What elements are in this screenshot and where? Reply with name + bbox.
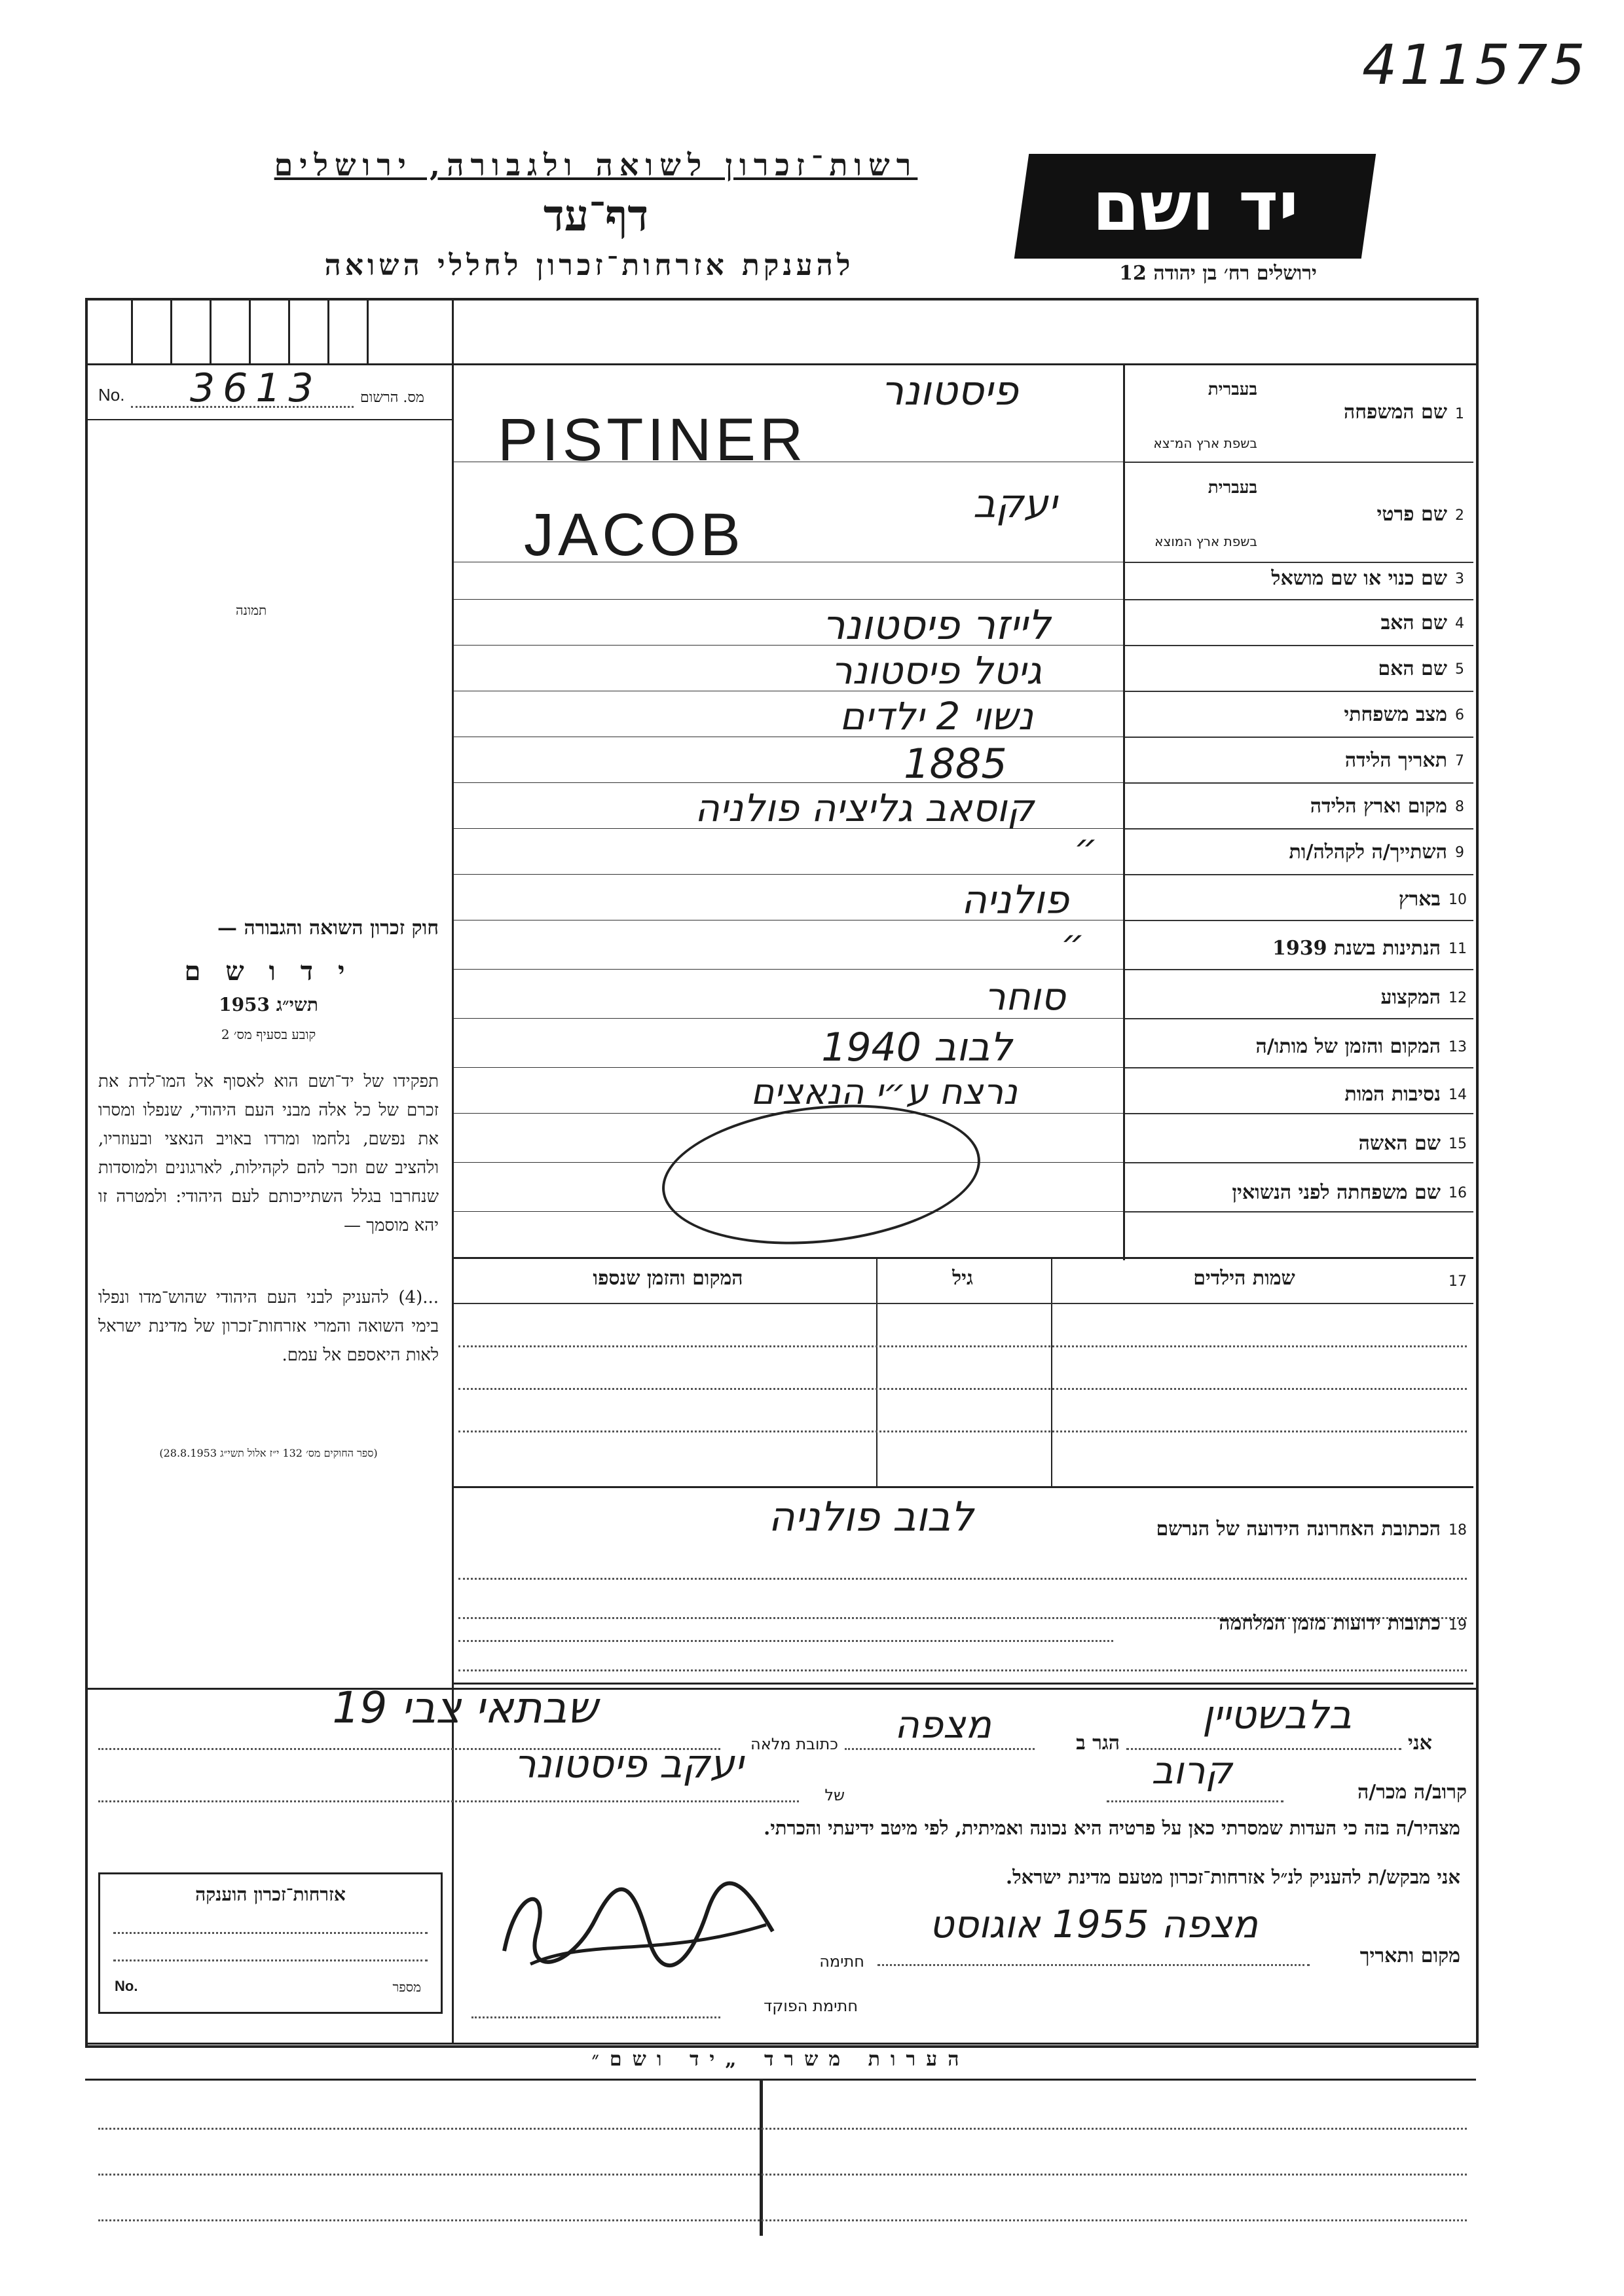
signature-scribble: [491, 1872, 779, 1984]
field-number: 8: [1455, 799, 1464, 815]
value-birthdate: 1885: [904, 740, 1007, 788]
field-number: 5: [1455, 661, 1464, 678]
field-label-last-address: הכתובת האחרונה הידועה של הנרשם: [1156, 1518, 1441, 1540]
value-citizenship-1939: ״: [1061, 922, 1085, 964]
decl-relative: קרוב/ה מכר/ה: [1357, 1781, 1467, 1804]
value-surname-latin: PISTINER: [498, 407, 807, 473]
value-death-place-time: לבוב 1940: [821, 1025, 1012, 1070]
law-name: י ד ו ש ם: [184, 956, 353, 987]
law-year: תשי״ג 1953: [219, 994, 318, 1015]
form-title: דף־עד: [543, 190, 649, 241]
field-number: 15: [1449, 1136, 1467, 1152]
field-number: 19: [1449, 1617, 1467, 1633]
registration-number: 3613: [190, 365, 322, 411]
children-col-place: המקום והזמן שנספו: [593, 1267, 743, 1290]
decl-ani-value: בלבשטיין: [1202, 1692, 1352, 1738]
field-sublabel-hebrew: בעברית: [1208, 478, 1257, 498]
field-number: 4: [1455, 615, 1464, 632]
field-number: 6: [1455, 707, 1464, 723]
law-title: חוק זכרון השואה והגבורה —: [217, 917, 439, 939]
value-profession: סוחר: [984, 974, 1066, 1019]
field-number: 17: [1449, 1273, 1467, 1290]
field-label-death-place-time: המקום והזמן של מותו/ה: [1255, 1035, 1441, 1058]
archive-number: 411575: [1362, 33, 1588, 97]
photo-label: תמונה: [236, 602, 267, 618]
law-clause: קובע בסעיף מס׳ 2: [221, 1027, 316, 1042]
field-label-wife: שם האשה: [1358, 1132, 1441, 1155]
field-label-birthplace: מקום וארץ הלידה: [1310, 795, 1447, 818]
decl-of-value: יעקב פיסטונר: [513, 1741, 744, 1787]
value-birthplace: קוסאב גליציה פולניה: [695, 786, 1034, 830]
field-label-father: שם האב: [1380, 611, 1447, 634]
field-number: 3: [1455, 571, 1464, 587]
decl-place-date-value: מצפה 1955 אוגוסט: [929, 1902, 1258, 1946]
field-label-alias: שם כנוי או שם מושאל: [1271, 567, 1447, 590]
yad-vashem-logo: [1014, 154, 1376, 259]
field-label-community: השתייך/ה לקהלה/ות: [1289, 841, 1447, 864]
field-label-surname: שם המשפחה: [1343, 401, 1447, 424]
field-label-death-circumstances: נסיבות המות: [1344, 1083, 1441, 1106]
field-number: 10: [1449, 892, 1467, 908]
field-sublabel-foreign: בשפת ארץ המ־צא: [1153, 435, 1257, 451]
citizenship-box-no: No.: [115, 1978, 138, 1994]
field-label-country: בארץ: [1398, 888, 1441, 911]
law-citation: (ספר החוקים מס׳ 132 י״ז אלול תשי״ג 28.8.1953): [159, 1447, 378, 1459]
decl-relative-value: קרוב: [1151, 1748, 1232, 1793]
field-number: 16: [1449, 1185, 1467, 1201]
registration-he-label: מס. הרשום: [360, 390, 424, 406]
value-first-name-he: יעקב: [972, 481, 1058, 527]
decl-gar: הגר ב: [1076, 1732, 1120, 1755]
decl-of: של: [824, 1786, 845, 1804]
decl-line-1: מצהיר/ה בזה כי העדות שמסרתי כאן על פרטיה היא נכונה ואמיתית, לפי מיטב ידיעתי והכרתי.: [764, 1817, 1460, 1839]
field-label-wife-maiden: שם משפחתה לפני הנשואין: [1232, 1181, 1441, 1204]
address-line: ירושלים רח׳ בן יהודה 12: [1119, 262, 1317, 285]
decl-place-date: מקום ותאריך: [1359, 1944, 1460, 1967]
authority-title: רשות־זכרון לשואה ולגבורה, ירושלים: [274, 147, 918, 183]
field-label-profession: המקצוע: [1380, 986, 1441, 1009]
decl-signature-label: חתימה: [819, 1952, 864, 1971]
decl-line-2: אני מבקש/ת להעניק לנ״ל אזרחות־זכרון מטעם מדינת ישראל.: [1006, 1866, 1460, 1888]
value-community: ״: [1074, 826, 1098, 869]
field-number: 13: [1449, 1039, 1467, 1055]
field-number: 7: [1455, 753, 1464, 769]
value-first-name-latin: JACOB: [524, 501, 745, 568]
field-label-birthdate: תאריך הלידה: [1344, 749, 1447, 772]
field-number: 18: [1449, 1522, 1467, 1539]
field-number: 2: [1455, 507, 1464, 524]
value-father: לייזר פיסטונר: [822, 601, 1051, 649]
field-label-first-name: שם פרטי: [1376, 503, 1447, 526]
logo-text: יד ושם: [1092, 166, 1299, 246]
field-label-mother: שם האם: [1378, 657, 1447, 680]
field-number: 12: [1449, 990, 1467, 1006]
value-marital: נשוי 2 ילדים: [840, 694, 1033, 738]
value-surname-he: פיסטונר: [881, 367, 1018, 414]
decl-official-signature: חתימת הפוקד: [764, 1997, 858, 2015]
field-sublabel-foreign: בשפת ארץ המוצא: [1154, 534, 1257, 549]
office-notes-title: הערות משרד „יד ושם״: [591, 2048, 970, 2071]
children-col-age: גיל: [952, 1267, 973, 1290]
value-mother: גיטל פיסטונר: [830, 648, 1043, 693]
field-number: 11: [1449, 941, 1467, 957]
value-last-address: לבוב פולניה: [768, 1493, 974, 1540]
registration-no-label: No.: [98, 385, 125, 405]
value-death-circumstances: נרצח ע״י הנאצים: [750, 1071, 1018, 1112]
law-text-2: ...(4) להעניק לבני העם היהודי שהוש־מדו ונפלו בימי השואה והמרי אזרחות־זכרון של מדינת ישראל לאות היאספם אל עמם.: [98, 1288, 439, 1365]
citizenship-box-number-label: מספר: [392, 1979, 421, 1995]
field-number: 1: [1455, 406, 1464, 422]
field-sublabel-hebrew: בעברית: [1208, 380, 1257, 399]
children-col-names: שמות הילדים: [1193, 1267, 1295, 1290]
decl-ani: אני: [1408, 1732, 1432, 1755]
value-country: פולניה: [961, 877, 1069, 923]
field-number: 14: [1449, 1087, 1467, 1103]
citizenship-box: [98, 1872, 443, 2014]
field-number: 9: [1455, 845, 1464, 861]
law-text-1: תפקידו של יד־ושם הוא לאסוף אל המו־לדת את זכרם של כל אלה מבני העם היהודי, שנפלו ומסרו את נפשם, נלחמו ומרדו באויב הנאצי ובעוזריו, ולהציב שם וזכר להם לקהילות, לארגונים ולמוסדות שנחרבו בגלל השתייכותם לעם היהודי: ולמטרה זו יהא מוסמך —: [98, 1072, 439, 1235]
decl-gar-value: מצפה: [895, 1702, 991, 1747]
citizenship-box-title: אזרחות־זכרון הוענקה: [195, 1884, 346, 1905]
field-label-war-addresses: כתובות ידועות מזמן המלחמה: [1219, 1612, 1441, 1635]
form-subtitle: להענקת אזרחות־זכרון לחללי השואה: [324, 249, 855, 282]
decl-full-address-value: שבתאי צבי 19: [332, 1683, 598, 1733]
decl-full-address: כתובת מלאה: [750, 1735, 838, 1753]
field-label-marital: מצב משפחתי: [1344, 703, 1447, 726]
field-label-citizenship-1939: הנתינות בשנת 1939: [1272, 937, 1441, 960]
